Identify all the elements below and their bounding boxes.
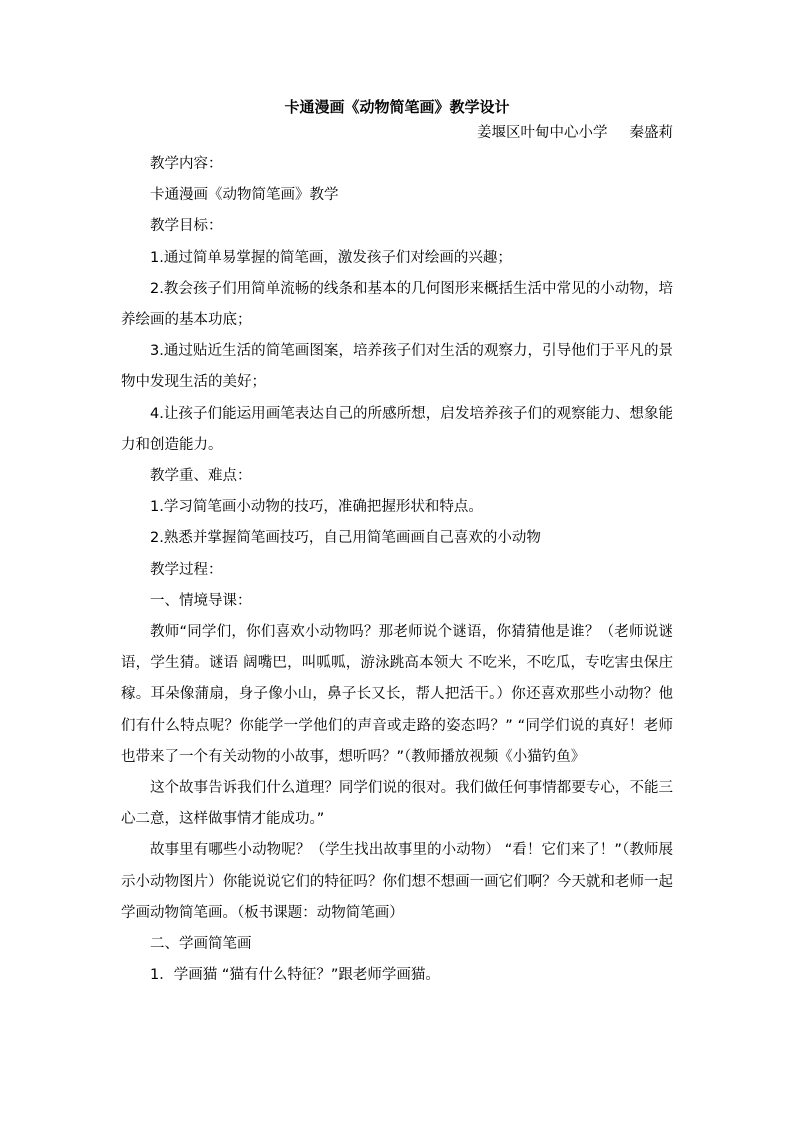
author-line <box>400 123 673 143</box>
paragraph-section-2-heading: 二、学画简笔画 <box>150 936 252 953</box>
paragraph-process-heading: 教学过程： <box>150 561 223 578</box>
paragraph-goal-1: 1.通过简单易掌握的简笔画，激发孩子们对绘画的兴趣； <box>150 249 512 266</box>
paragraph-goals-heading: 教学目标： <box>150 218 223 235</box>
paragraph-section-1-heading: 一、情境导课： <box>150 592 252 609</box>
paragraph-goal-3: 3.通过贴近生活的简笔画图案，培养孩子们对生活的观察力，引导他们于平凡的景物中发现生活的美好； <box>121 343 673 391</box>
paragraph-keypoint-2: 2.熟悉并掌握简笔画技巧，自己用简笔画画自己喜欢的小动物 <box>150 530 541 547</box>
paragraph-story-animals: 故事里有哪些小动物呢？（学生找出故事里的小动物） “看！它们来了！”（教师展示小动物图片）你能说说它们的特征吗？你们想不想画一画它们啊？今天就和老师一起学画动物简笔画。（板书课题：动物简笔画） <box>121 842 673 921</box>
document-body <box>121 149 673 991</box>
paragraph-teacher-intro: 教师“同学们，你们喜欢小动物吗？那老师说个谜语，你猜猜他是谁？（老师说谜语，学生猜。谜语 阔嘴巴，叫呱呱，游泳跳高本领大 不吃米，不吃瓜，专吃害虫保庄稼。耳朵像蒲扇，身子像小山，鼻子长又长，帮人把活干。）你还喜欢那些小动物？他们有什么特点呢？你能学一学他们的声音或走路的姿态吗？” “同学们说的真好！老师也带来了一个有关动物的小故事，想听吗？”（教师播放视频《小猫钓鱼》 <box>121 624 673 765</box>
paragraph-goal-2: 2.教会孩子们用简单流畅的线条和基本的几何图形来概括生活中常见的小动物，培养绘画的基本功底； <box>121 280 673 329</box>
document-title: 卡通漫画《动物简笔画》教学设计 <box>284 98 510 116</box>
paragraph-content: 卡通漫画《动物简笔画》教学 <box>150 187 339 204</box>
paragraph-goal-4: 4.让孩子们能运用画笔表达自己的所感所想，启发培养孩子们的观察能力、想象能力和创造能力。 <box>121 405 673 453</box>
paragraph-keypoint-1: 1.学习简笔画小动物的技巧，准确把握形状和特点。 <box>150 499 483 516</box>
paragraph-draw-cat: 1．学画猫 “猫有什么特征？”跟老师学画猫。 <box>150 967 440 984</box>
paragraph-content-heading: 教学内容： <box>150 156 223 172</box>
author-name: 秦盛莉 <box>629 125 673 141</box>
paragraph-story-lesson: 这个故事告诉我们什么道理？同学们说的很对。我们做任何事情都要专心，不能三心二意，这样做事情才能成功。” <box>121 780 673 828</box>
author-school: 姜堰区叶甸中心小学 <box>477 125 608 141</box>
paragraph-keypoints-heading: 教学重、难点： <box>150 468 252 485</box>
